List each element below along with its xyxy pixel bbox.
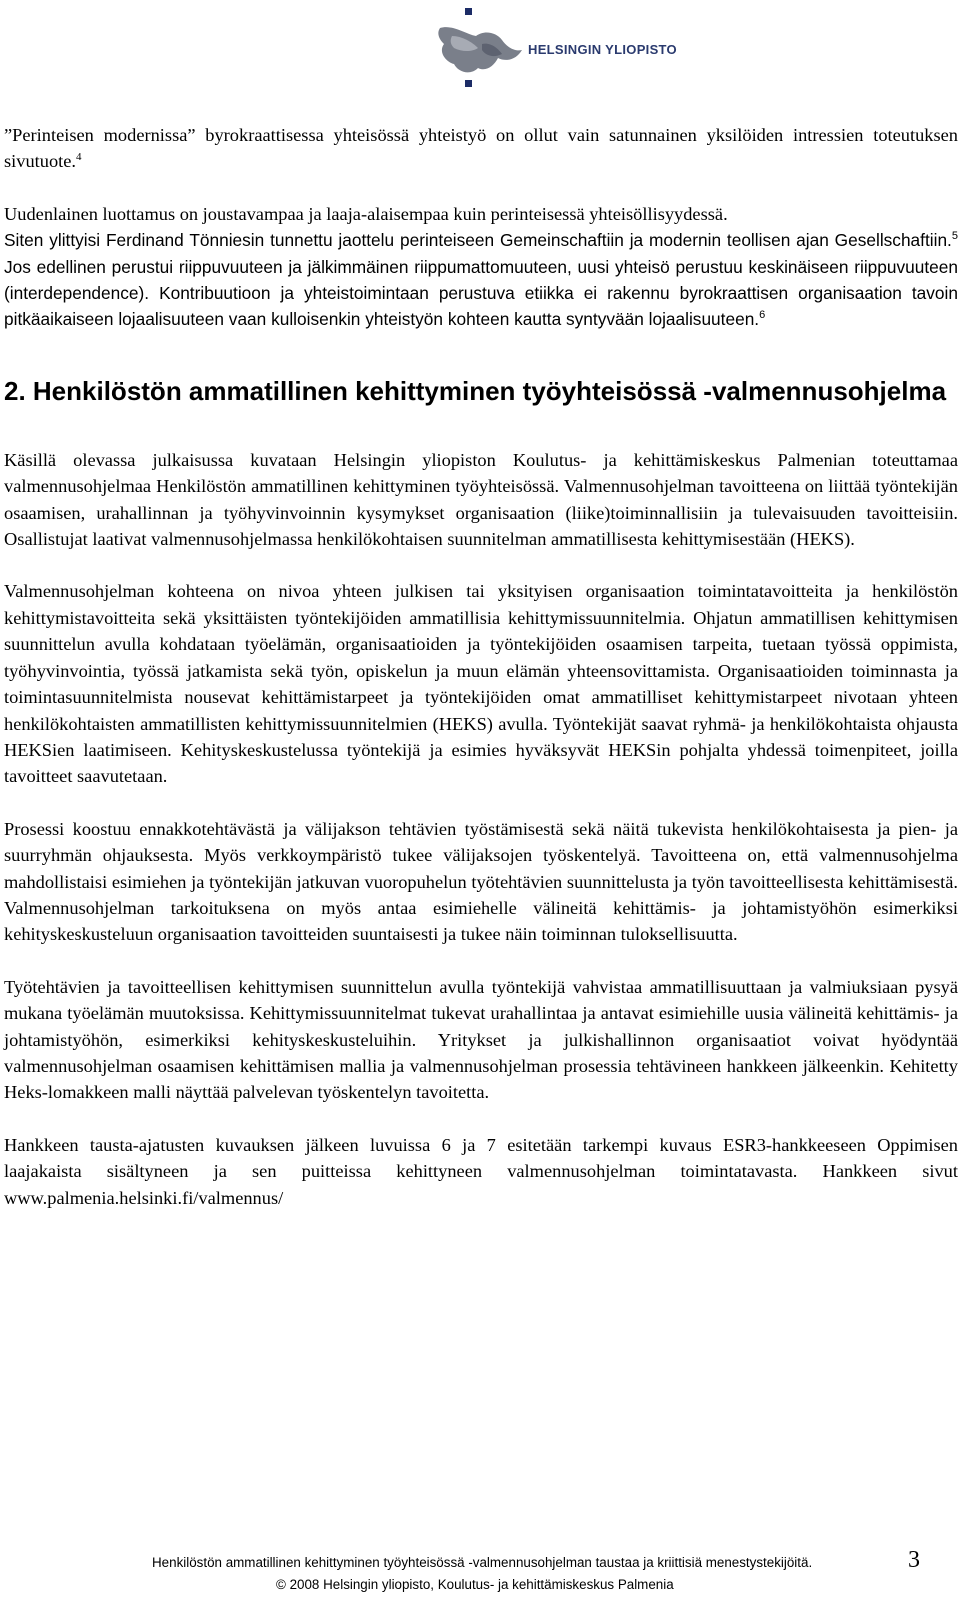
footnote-marker: 5 bbox=[951, 230, 958, 243]
paragraph-5: Prosessi koostuu ennakkotehtävästä ja välijakson tehtävien työstämisestä sekä näitä tukevista henkilökohtaisesta ja pien- ja suurryhmän ohjauksesta. Myös verkkoympäristö tukee välijaksojen työskentelyä. Tavoitteena on, että valmennusohjelma mahdollistaisi esimiehen ja työntekijän jatkuvan vuoropuhelun työtehtävien suunnittelusta ja työn tavoitteellisesta kehittämisestä. Valmennusohjelman tarkoituksena on myös antaa esimiehelle välineitä kehittämis- ja johtamistyöhön esimerkiksi kehityskeskusteluun organisaation tavoitteiden suuntaisesti ja tukee näin toiminnan tuloksellisuutta. bbox=[4, 818, 958, 945]
logo-wordmark: HELSINGIN YLIOPISTO bbox=[528, 42, 677, 57]
page-number: 3 bbox=[908, 1547, 920, 1573]
paragraph-2-intro: Uudenlainen luottamus on joustavampaa ja laaja-alaisempaa kuin perinteisessä yhteisöllisyydessä. bbox=[4, 203, 728, 224]
paragraph-text: ”Perinteisen modernissa” byrokraattisessa yhteisössä yhteistyö on ollut vain satunnainen yksilöiden intressien toteutuksen sivutuote. bbox=[4, 125, 958, 172]
paragraph-2 bbox=[4, 227, 958, 333]
paragraph-1 bbox=[4, 122, 958, 175]
paragraph-text: Siten ylittyisi Ferdinand Tönniesin tunnettu jaottelu perinteiseen Gemeinschaftiin ja modernin teollisen ajan Gesellschaftiin. bbox=[4, 230, 952, 251]
footnote-marker: 6 bbox=[759, 309, 766, 322]
footer-copyright: © 2008 Helsingin yliopisto, Koulutus- ja kehittämiskeskus Palmenia bbox=[276, 1577, 674, 1592]
section-heading: 2. Henkilöstön ammatillinen kehittyminen työyhteisössä -valmennusohjelma bbox=[4, 375, 947, 406]
paragraph-6: Työtehtävien ja tavoitteellisen kehittymisen suunnittelun avulla työntekijä vahvistaa ammatillisuuttaan ja valmiuksiaan pysyä mukana työelämän muutoksissa. Kehittymissuunnitelmat tukevat urahallintaa ja antavat esimiehille uusia välineitä kehittämis- ja johtamistyöhön, esimerkiksi kehityskeskusteluihin. Yritykset ja julkishallinnon organisaatiot voivat hyödyntää valmennusohjelman osaamisen kehittämisen mallia ja valmennusohjelman prosessia tehtävineen hankkeen jälkeenkin. Kehitetty Heks-lomakkeen malli näyttää palvelevan työskentelyn tavoitetta. bbox=[4, 976, 958, 1103]
university-logo bbox=[432, 6, 692, 92]
paragraph-3: Käsillä olevassa julkaisussa kuvataan Helsingin yliopiston Koulutus- ja kehittämiskeskus Palmenian toteuttamaa valmennusohjelmaa Henkilöstön ammatillinen kehittyminen työyhteisössä. Valmennusohjelman tavoitteena on liittää työntekijän osaamisen, urahallinnan ja työhyvinvoinnin kysymykset organisaation (liike)toiminnallisiin ja tulevaisuuden tavoitteisiin. Osallistujat laativat valmennusohjelmassa henkilökohtaisen suunnitelman ammatillisesta kehittymisestään (HEKS). bbox=[4, 449, 958, 550]
document-body bbox=[4, 122, 958, 1237]
footnote-marker: 4 bbox=[76, 151, 82, 164]
flame-emblem-icon bbox=[432, 6, 524, 92]
paragraph-7: Hankkeen tausta-ajatusten kuvauksen jälkeen luvuissa 6 ja 7 esitetään tarkempi kuvaus ESR3-hankkeeseen Oppimisen laajakaista sisältyneen ja sen puitteissa kehittyneen valmennusohjelman toimintatavasta. Hankkeen sivut www.palmenia.helsinki.fi/valmennus/ bbox=[4, 1134, 958, 1208]
paragraph-text: Jos edellinen perustui riippuvuuteen ja jälkimmäinen riippumattomuuteen, uusi yhteisö perustuu keskinäiseen riippuvuuteen (interdependence). Kontribuutioon ja yhteistoimintaan perustuva etiikka ei rakennu byrokraattisen organisaation tavoin pitkäaikaiseen lojaalisuuteen vaan kulloisenkin yhteistyön kohteen kautta syntyvään lojaalisuuteen. bbox=[4, 256, 958, 330]
paragraph-4: Valmennusohjelman kohteena on nivoa yhteen julkisen tai yksityisen organisaation toimintatavoitteita ja henkilöstön kehittymistavoitteita sekä yksittäisten työntekijöiden ammatillisia kehittymissuunnitelmia. Ohjatun ammatillisen kehittymisen suunnittelun avulla kohdataan työelämän, organisaatioiden ja työntekijöiden osaamisen tarpeita, tuetaan työssä oppimista, työhyvinvointia, työssä jatkamista sekä työn, opiskelun ja muun elämän yhteensovittamista. Organisaatioiden toiminnasta ja toimintasuunnitelmista nousevat kehittämistarpeet ja työntekijöiden omat ammatilliset kehittymistarpeet nivotaan yhteen henkilökohtaisten ammatillisten kehittymissuunnitelmien (HEKS) avulla. Työntekijät saavat ryhmä- ja henkilökohtaista ohjausta HEKSien laatimiseen. Kehityskeskustelussa työntekijä ja esimies hyväksyvät HEKSin pohjalta yhdessä toimenpiteet, joilla tavoitteet saavutetaan. bbox=[4, 581, 958, 787]
footer-title: Henkilöstön ammatillinen kehittyminen työyhteisössä -valmennusohjelman taustaa ja kriittisiä menestystekijöitä. bbox=[152, 1555, 813, 1570]
